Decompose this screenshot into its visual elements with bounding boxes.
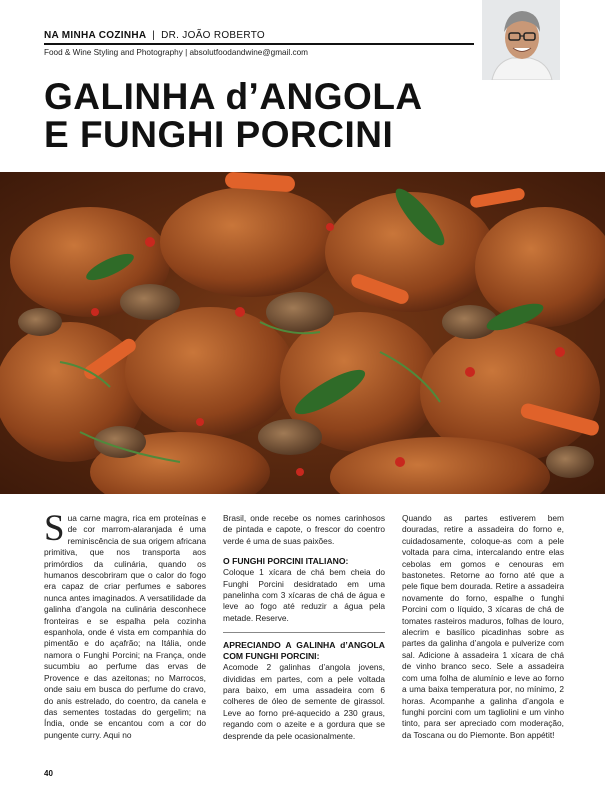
- author-portrait-icon: [482, 0, 560, 80]
- drop-cap: S: [44, 508, 65, 549]
- title-line-1: GALINHA d’ANGOLA: [44, 76, 423, 117]
- page-number: 40: [44, 769, 53, 778]
- roasted-guinea-fowl-dish-image: [0, 172, 605, 494]
- preparation-paragraph: Acomode 2 galinhas d’angola jovens, divididas em partes, com a pele voltada para baixo, em uma assadeira com 6 colheres de óleo de semente de girassol. Leve ao forno pré-aquecido a 230 graus, regando com o azeite e a gordura que se desprende da pele ocasionalmente.: [223, 662, 385, 741]
- author-name: DR. JOÃO ROBERTO: [161, 30, 266, 41]
- intro-paragraph-continued: Brasil, onde recebe os nomes carinhosos de pintada e capote, o frescor do coentro verde é uma de suas paixões.: [223, 513, 385, 546]
- header-rule: [44, 43, 474, 45]
- page-header: [44, 30, 474, 57]
- author-photo: [482, 0, 560, 80]
- article-title: [44, 78, 423, 154]
- body-column-1: [44, 508, 206, 741]
- funghi-subheading: O FUNGHI PORCINI ITALIANO:: [223, 556, 349, 567]
- funghi-paragraph: Coloque 1 xícara de chá bem cheia do Funghi Porcini desidratado em uma panelinha com 3 xícaras de chá de água e leve ao fogo até reduzir a água pela metade. Reserve.: [223, 567, 385, 623]
- body-column-2: [223, 513, 385, 742]
- column-separator: |: [152, 30, 156, 41]
- method-paragraph: Quando as partes estiverem bem douradas, retire a assadeira do forno e, cuidadosamente, coloque-as com a pele voltada para cima, intercalando entre elas cebolas em gomos e cenouras em bastonetes. Retorne ao forno até que a pele fique bem dourada. Retire a assadeira novamente do forno, espalhe o funghi Porcini com o líquido, 3 xícaras de chá de tomates rasteiros maduros, folhas de louro, alecrim e basílico picadinhas sobre as partes da galinha d’angola e pulverize com sal. Adicione à assadeira 1 xícara de chá de vinho branco seco. Sele a assadeira com uma folha de alumínio e leve ao forno a uma baixa temperatura por, no mínimo, 2 horas. Acompanhe a galinha d’angola e funghi porcini com um tagliolini e um vinho tinto, para ser apreciado com moderação, da Toscana ou do Piemonte. Bon appétit!: [402, 513, 564, 740]
- preparation-subheading: APRECIANDO A GALINHA d’ANGOLA COM FUNGHI PORCINI:: [223, 640, 385, 662]
- body-column-3: [402, 513, 564, 741]
- title-line-2: E FUNGHI PORCINI: [44, 114, 394, 155]
- intro-paragraph: ua carne magra, rica em proteínas e de cor marrom-alaranjada é uma reminiscência de sua origem africana primitiva, que nos transporta aos primórdios da culinária, quando os humanos descobriram que o calor do fogo era capaz de criar perfumes e sabores nunca antes imaginados. A versatilidade da galinha d’angola na culinária desconhece fronteiras e se espalha pela cozinha espanhola, onde é vista em companhia do pimentão e do açafrão; na Itália, onde namora o Funghi Porcini; na França, onde sucumbiu ao perfume das ervas de Provence e das azeitonas; no Marrocos, onde saiu em busca do perfume do cravo, do anis estrelado, do coentro, da canela e das sementes tostadas do gergelim; na Índia, onde se encantou com a cor do pungente curry. Aqui no: [44, 513, 206, 740]
- photo-credit: Food & Wine Styling and Photography | absolutfoodandwine@gmail.com: [44, 48, 308, 57]
- section-divider: [223, 632, 385, 633]
- hero-food-photo: [0, 172, 605, 494]
- column-line: [44, 30, 474, 41]
- column-name: NA MINHA COZINHA: [44, 30, 147, 41]
